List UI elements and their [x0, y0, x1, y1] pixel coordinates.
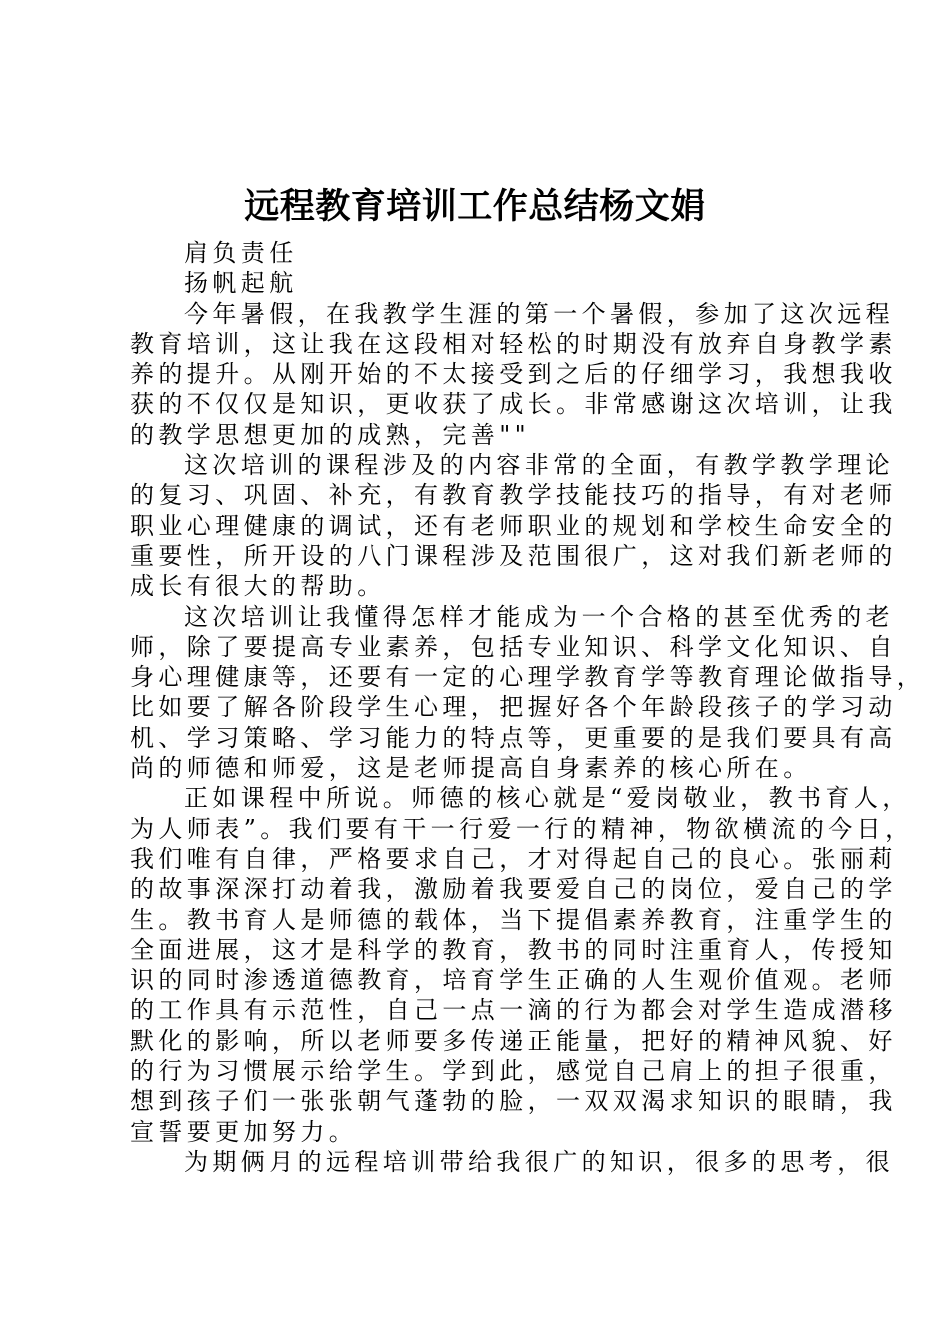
text-line: 全面进展，这才是科学的教育，教书的同时注重育人，传授知: [130, 935, 897, 964]
text-line: 正如课程中所说。师德的核心就是“爱岗敬业，教书育人，: [184, 784, 911, 813]
text-line: 识的同时渗透道德教育，培育学生正确的人生观价值观。老师: [130, 966, 897, 995]
text-line: 宣誓要更加努力。: [130, 1117, 358, 1146]
text-line: 的教学思想更加的成熟，完善"": [130, 420, 531, 449]
text-line: 为人师表”。我们要有干一行爱一行的精神，物欲横流的今日，: [130, 814, 914, 843]
text-line: 尚的师德和师爱，这是老师提高自身素养的核心所在。: [130, 754, 812, 783]
text-line: 职业心理健康的调试，还有老师职业的规划和学校生命安全的: [130, 511, 897, 540]
text-line: 想到孩子们一张张朝气蓬勃的脸，一双双渴求知识的眼睛，我: [130, 1087, 897, 1116]
text-line: 这次培训让我懂得怎样才能成为一个合格的甚至优秀的老: [184, 602, 894, 631]
text-line: 教育培训，这让我在这段相对轻松的时期没有放弃自身教学素: [130, 329, 897, 358]
text-line: 默化的影响，所以老师要多传递正能量，把好的精神风貌、好: [130, 1026, 897, 1055]
text-line: 成长有很大的帮助。: [130, 572, 386, 601]
text-line: 比如要了解各阶段学生心理，把握好各个年龄段孩子的学习动: [130, 693, 897, 722]
text-line: 重要性，所开设的八门课程涉及范围很广，这对我们新老师的: [130, 541, 897, 570]
text-line: 为期俩月的远程培训带给我很广的知识，很多的思考，很: [184, 1147, 894, 1176]
text-line: 生。教书育人是师德的载体，当下提倡素养教育，注重学生的: [130, 905, 897, 934]
text-line: 的复习、巩固、补充，有教育教学技能技巧的指导，有对老师: [130, 481, 897, 510]
text-line: 这次培训的课程涉及的内容非常的全面，有教学教学理论: [184, 451, 894, 480]
text-line: 师，除了要提高专业素养，包括专业知识、科学文化知识、自: [130, 632, 897, 661]
text-line: 的工作具有示范性，自己一点一滴的行为都会对学生造成潜移: [130, 996, 897, 1025]
text-line: 的行为习惯展示给学生。学到此，感觉自己肩上的担子很重，: [130, 1057, 897, 1086]
text-line: 养的提升。从刚开始的不太接受到之后的仔细学习，我想我收: [130, 360, 897, 389]
text-line: 今年暑假，在我教学生涯的第一个暑假，参加了这次远程: [184, 299, 894, 328]
text-line: 获的不仅仅是知识，更收获了成长。非常感谢这次培训，让我: [130, 390, 897, 419]
document-title: 远程教育培训工作总结杨文娟: [244, 187, 706, 227]
document-body: [130, 238, 926, 1177]
text-line: 机、学习策略、学习能力的特点等，更重要的是我们要具有高: [130, 723, 897, 752]
text-line: 我们唯有自律，严格要求自己，才对得起自己的良心。张丽莉: [130, 844, 897, 873]
text-line: 身心理健康等，还要有一定的心理学教育学等教育理论做指导，: [130, 663, 926, 692]
text-line: 的故事深深打动着我，激励着我要爱自己的岗位，爱自己的学: [130, 875, 897, 904]
text-line: 扬帆起航: [184, 269, 298, 298]
text-line: 肩负责任: [184, 239, 298, 267]
